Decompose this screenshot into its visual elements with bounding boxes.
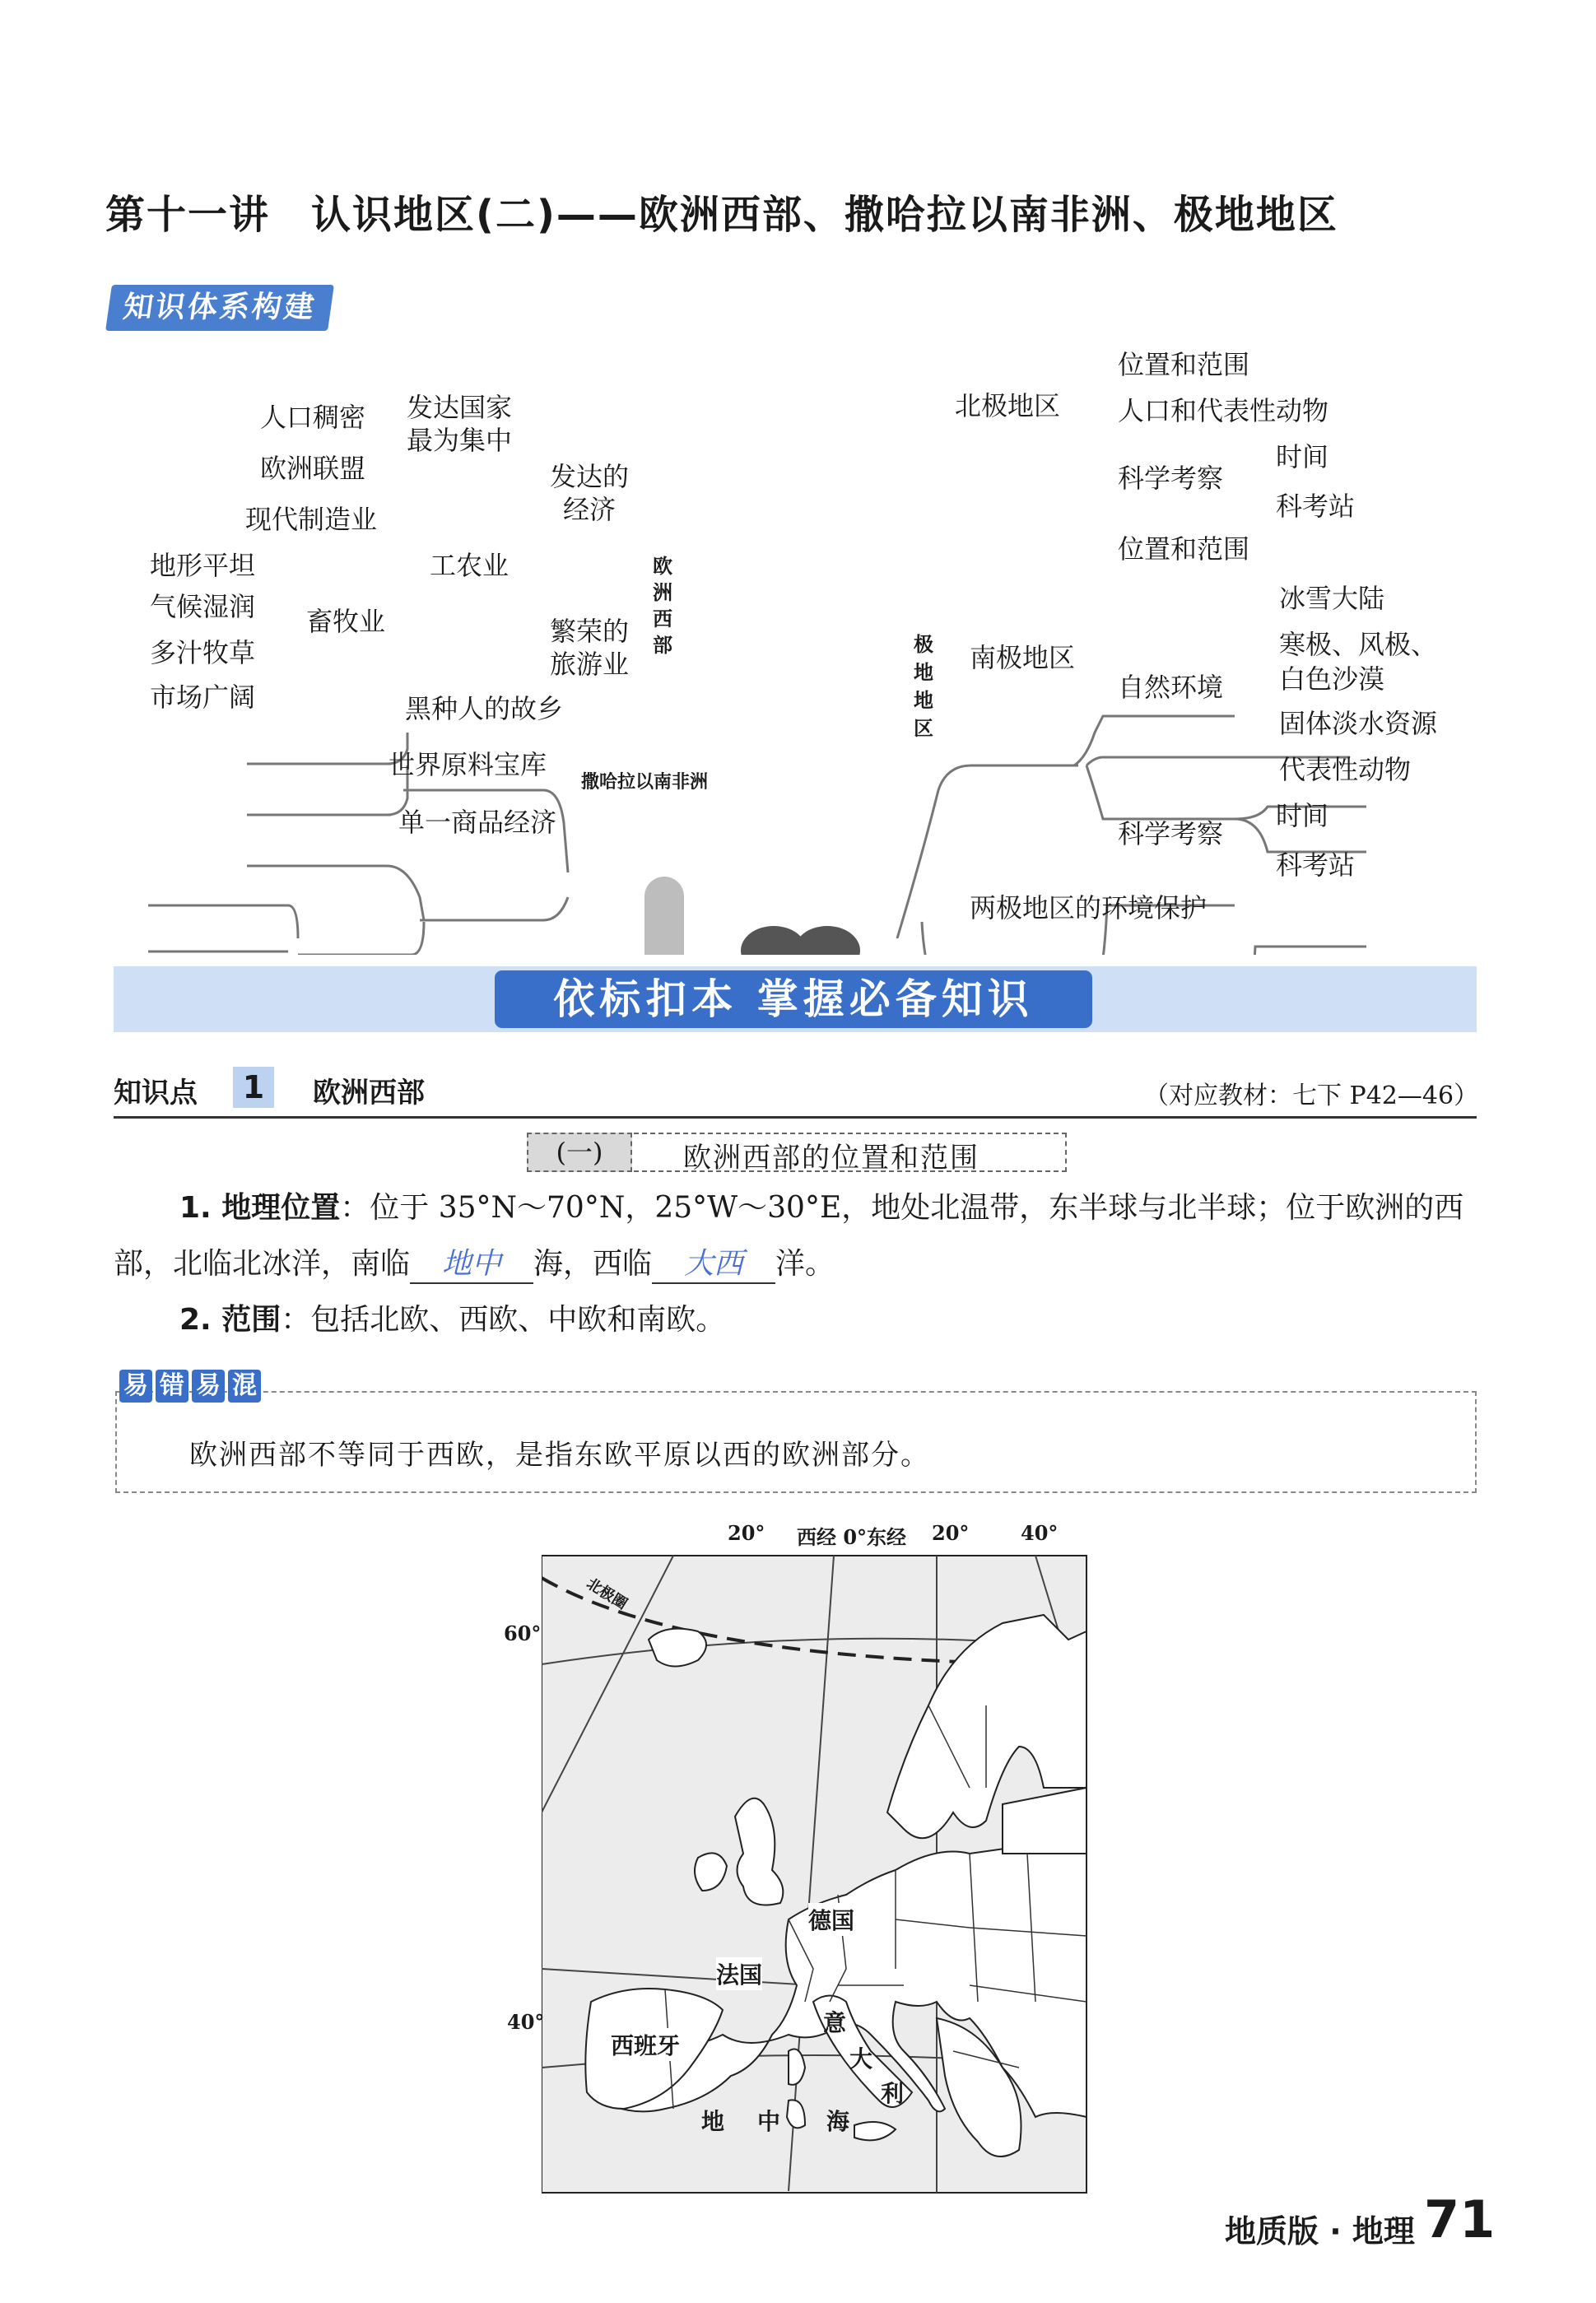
- range-text: ：包括北欧、西欧、中欧和南欧。: [281, 1303, 726, 1337]
- mm-protection: 两极地区的环境保护: [970, 892, 1207, 924]
- mm-arctic-sci-2: 科考站: [1276, 491, 1356, 522]
- mm-antarctic-nature-1: 冰雪大陆: [1279, 583, 1385, 614]
- map-label-sea-1: 地: [701, 2108, 725, 2135]
- map-label-sea-2: 中: [757, 2108, 781, 2135]
- mm-arctic-item-2: 人口和代表性动物: [1118, 395, 1329, 426]
- error-tag-char-4: 混: [228, 1370, 261, 1403]
- paragraph-range: [179, 1302, 725, 1338]
- mm-climate: 气候湿润: [150, 591, 256, 622]
- error-tag-char-3: 易: [192, 1370, 225, 1403]
- mm-antarctic-item-3: 科学考察: [1118, 818, 1224, 849]
- mm-developed-economy-2: 经济: [563, 494, 617, 525]
- location-text4: 洋。: [775, 1247, 835, 1281]
- mm-antarctic-nature-2: 寒极、风极、: [1279, 629, 1438, 660]
- section-banner: 依标扣本 掌握必备知识: [491, 966, 1096, 1032]
- map-label-italy-1: 意: [823, 2009, 847, 2036]
- mm-antarctic-item-2: 自然环境: [1118, 672, 1224, 703]
- mm-dense-pop: 人口稠密: [260, 402, 366, 433]
- subsection-label: (一): [527, 1133, 632, 1172]
- mm-africa-1: 黑种人的故乡: [405, 693, 564, 724]
- mm-tourism-1: 繁荣的: [550, 616, 630, 647]
- mindmap-polar-node: 极地地区: [914, 633, 933, 740]
- knowledge-point-number: 1: [233, 1067, 274, 1108]
- mm-developed-countries-2: 最为集中: [407, 425, 513, 456]
- mm-arctic-item-3: 科学考察: [1118, 463, 1224, 494]
- mm-antarctic-nature-4: 固体淡水资源: [1279, 708, 1438, 739]
- map-lon-40e: 40°: [1021, 1521, 1059, 1545]
- mm-antarctic-label: 南极地区: [970, 642, 1076, 673]
- textbook-reference: （对应教材：七下 P42—46）: [1144, 1082, 1479, 1110]
- map-lat-60: 60°: [504, 1621, 542, 1645]
- location-text3: 海，西临: [533, 1247, 653, 1281]
- mm-modern-manu: 现代制造业: [245, 504, 378, 535]
- mm-tourism-2: 旅游业: [550, 649, 630, 680]
- paragraph-location-line2: [114, 1246, 835, 1284]
- location-text2: 部，北临北冰洋，南临: [114, 1247, 411, 1281]
- mm-developed-countries-1: 发达国家: [407, 392, 513, 423]
- footer-publisher: 地质版 · 地理: [1225, 2213, 1415, 2249]
- paragraph-location-line1: [179, 1190, 1463, 1226]
- error-prone-tag: [119, 1370, 264, 1403]
- page-number: 71: [1424, 2189, 1496, 2249]
- mm-market: 市场广阔: [150, 682, 256, 713]
- mm-antarctic-sci-1: 时间: [1276, 800, 1329, 831]
- page-title: 第十一讲 认识地区(二)——欧洲西部、撒哈拉以南非洲、极地地区: [105, 192, 1338, 238]
- subsection-title: 欧洲西部的位置和范围: [683, 1142, 979, 1175]
- map-label-italy-2: 大: [849, 2045, 873, 2073]
- knowledge-system-tag: 知识体系构建: [105, 285, 334, 331]
- mindmap-africa-node: 撒哈拉以南非洲: [581, 772, 709, 793]
- map-lat-40: 40°: [507, 2010, 545, 2034]
- blank-mediterranean[interactable]: 地中: [410, 1246, 533, 1284]
- mm-arctic-sci-1: 时间: [1276, 441, 1329, 472]
- map-label-italy-3: 利: [881, 2080, 905, 2107]
- mindmap-center-line1: 认识地区: [743, 616, 849, 647]
- map-lon-0: 西经 0°东经: [797, 1525, 907, 1549]
- error-prone-text: 欧洲西部不等同于西欧，是指东欧平原以西的欧洲部分。: [189, 1439, 930, 1472]
- mm-arctic-label: 北极地区: [955, 390, 1061, 421]
- mm-eu: 欧洲联盟: [260, 453, 366, 484]
- mm-antarctic-nature-5: 代表性动物: [1279, 754, 1412, 785]
- map-label-spain: 西班牙: [611, 2028, 680, 2061]
- knowledge-point-label: 知识点: [114, 1077, 198, 1110]
- mindmap-center-line2: (二): [780, 650, 827, 682]
- map-label-sea-3: 海: [826, 2108, 850, 2135]
- map-arctic-circle-label: 北极圈: [583, 1575, 630, 1613]
- error-tag-char-2: 错: [156, 1370, 188, 1403]
- map-label-france: 法国: [716, 1957, 762, 1990]
- map-lon-20e: 20°: [932, 1521, 970, 1545]
- mm-developed-economy-1: 发达的: [550, 461, 630, 492]
- mindmap-europe-node: 欧洲西部: [653, 555, 672, 657]
- mm-industry-agri: 工农业: [430, 550, 510, 581]
- knowledge-point-title: 欧洲西部: [313, 1077, 425, 1110]
- map-label-germany: 德国: [808, 1903, 854, 1936]
- mm-flat-terrain: 地形平坦: [150, 550, 256, 581]
- location-lead: 1. 地理位置: [179, 1191, 341, 1225]
- map-lon-20w: 20°: [728, 1521, 765, 1545]
- mm-antarctic-nature-3: 白色沙漠: [1279, 663, 1385, 695]
- mm-africa-2: 世界原料宝库: [389, 749, 547, 780]
- mm-arctic-item-1: 位置和范围: [1118, 349, 1250, 380]
- mm-grass: 多汁牧草: [150, 637, 256, 668]
- europe-map: [542, 1541, 1088, 2194]
- range-lead: 2. 范围: [179, 1303, 282, 1337]
- blank-atlantic[interactable]: 大西: [652, 1246, 775, 1284]
- error-tag-char-1: 易: [119, 1370, 152, 1403]
- mm-antarctic-sci-2: 科考站: [1276, 849, 1356, 881]
- location-text1: ：位于 35°N～70°N，25°W～30°E，地处北温带，东半球与北半球；位于欧洲的西: [340, 1191, 1464, 1225]
- mm-animal-husbandry: 畜牧业: [306, 606, 386, 637]
- mm-antarctic-item-1: 位置和范围: [1118, 533, 1250, 565]
- mm-africa-3: 单一商品经济: [398, 807, 557, 838]
